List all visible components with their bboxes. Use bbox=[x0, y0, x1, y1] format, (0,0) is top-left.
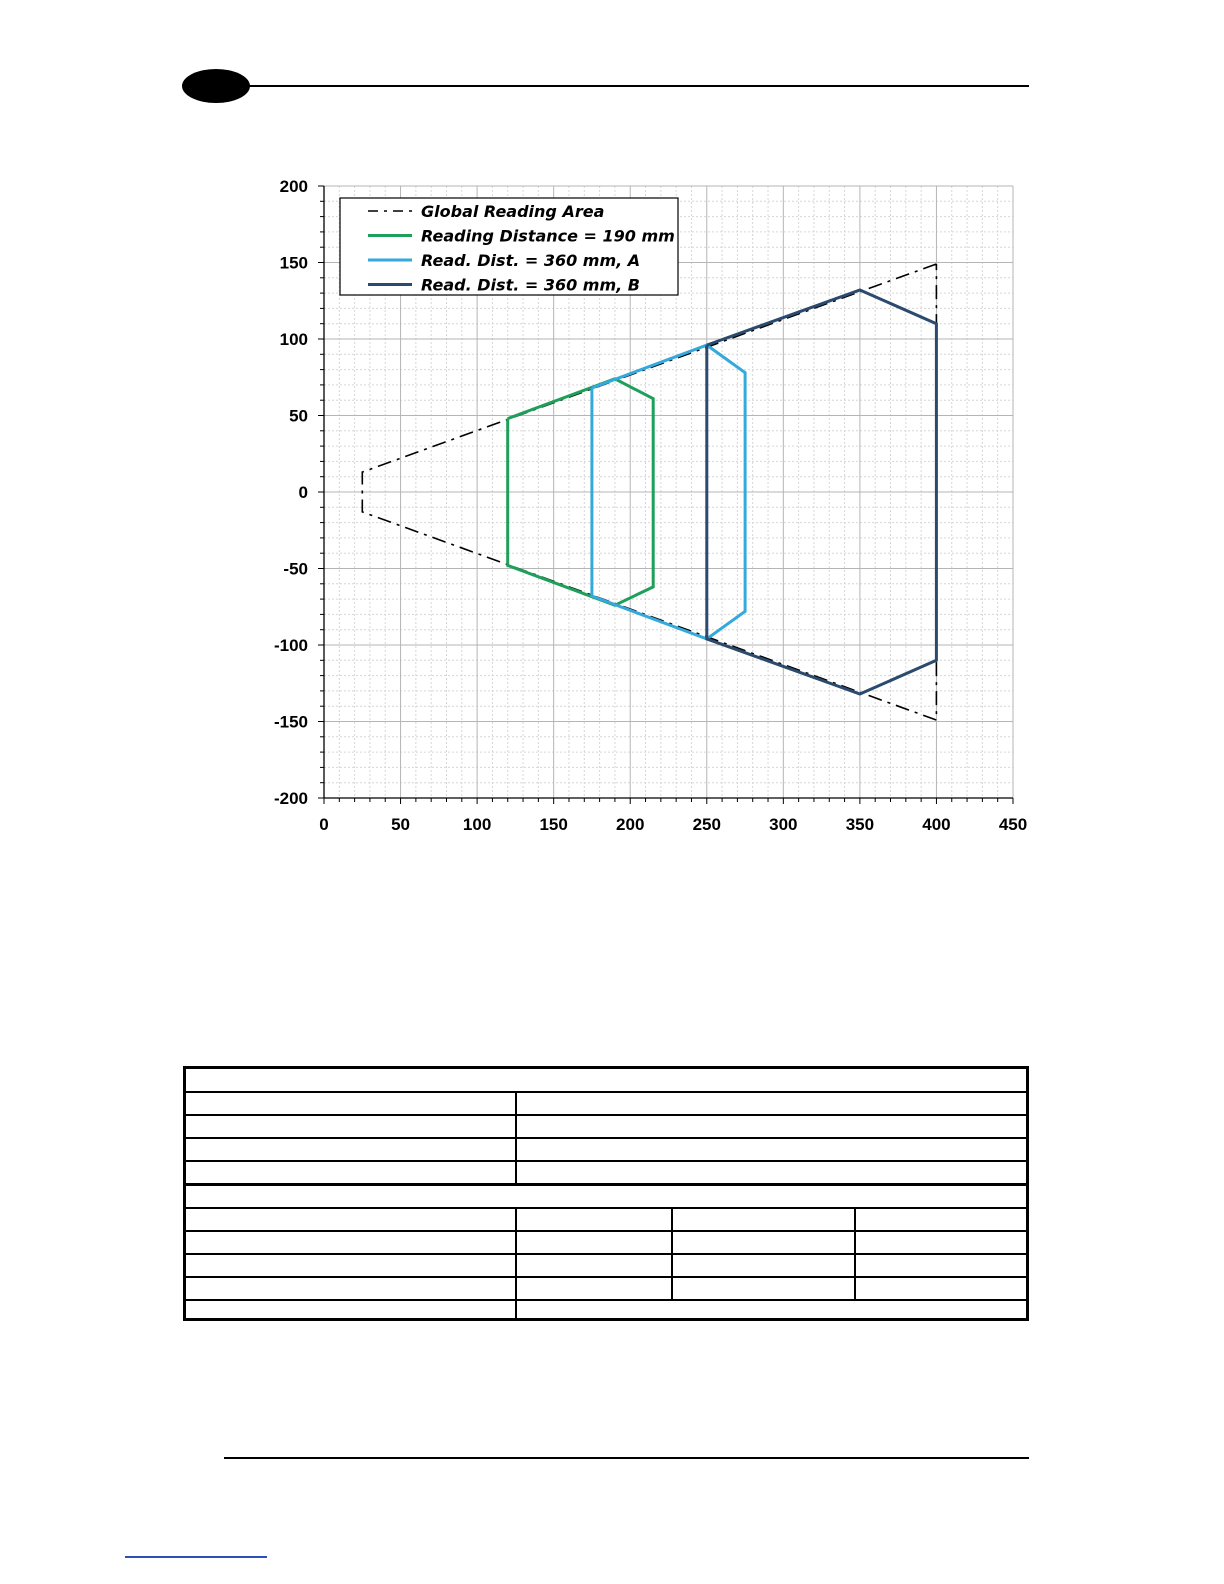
x-tick-label: 50 bbox=[391, 815, 411, 834]
footer-link-underline[interactable] bbox=[125, 1556, 267, 1558]
x-tick-label: 100 bbox=[462, 815, 492, 834]
table-row bbox=[186, 1278, 1026, 1301]
legend-label: Reading Distance = 190 mm bbox=[421, 226, 675, 246]
chart-legend bbox=[340, 198, 678, 295]
x-tick-label: 200 bbox=[616, 815, 645, 834]
table-row bbox=[186, 1069, 1026, 1093]
table-row bbox=[186, 1093, 1026, 1116]
legend-label: Global Reading Area bbox=[421, 202, 605, 221]
table-row bbox=[186, 1301, 1026, 1321]
y-tick-label: 50 bbox=[289, 406, 308, 426]
x-tick-label: 150 bbox=[539, 815, 568, 834]
x-tick-label: 350 bbox=[845, 815, 875, 834]
y-tick-label: 200 bbox=[279, 177, 308, 196]
y-tick-label: -200 bbox=[273, 789, 308, 808]
table-row bbox=[186, 1232, 1026, 1255]
x-tick-label: 0 bbox=[319, 815, 329, 834]
legend-label: Read. Dist. = 360 mm, B bbox=[421, 275, 640, 295]
spec-table bbox=[183, 1066, 1029, 1321]
table-row bbox=[186, 1255, 1026, 1278]
table-row bbox=[186, 1186, 1026, 1209]
x-tick-label: 300 bbox=[769, 815, 798, 834]
x-tick-label: 400 bbox=[922, 815, 951, 834]
table-row bbox=[186, 1116, 1026, 1139]
x-tick-label: 250 bbox=[692, 815, 721, 834]
table-row bbox=[186, 1162, 1026, 1186]
table-row bbox=[186, 1139, 1026, 1162]
y-tick-label: -100 bbox=[273, 636, 308, 655]
y-tick-label: -50 bbox=[283, 559, 308, 579]
y-tick-label: 0 bbox=[298, 483, 308, 502]
footer-rule bbox=[224, 1457, 1029, 1459]
y-tick-label: 100 bbox=[279, 330, 308, 349]
legend-label: Read. Dist. = 360 mm, A bbox=[421, 251, 641, 270]
x-tick-label: 450 bbox=[998, 815, 1028, 834]
y-tick-label: -150 bbox=[273, 712, 308, 732]
table-row bbox=[186, 1209, 1026, 1232]
y-tick-label: 150 bbox=[279, 253, 308, 273]
